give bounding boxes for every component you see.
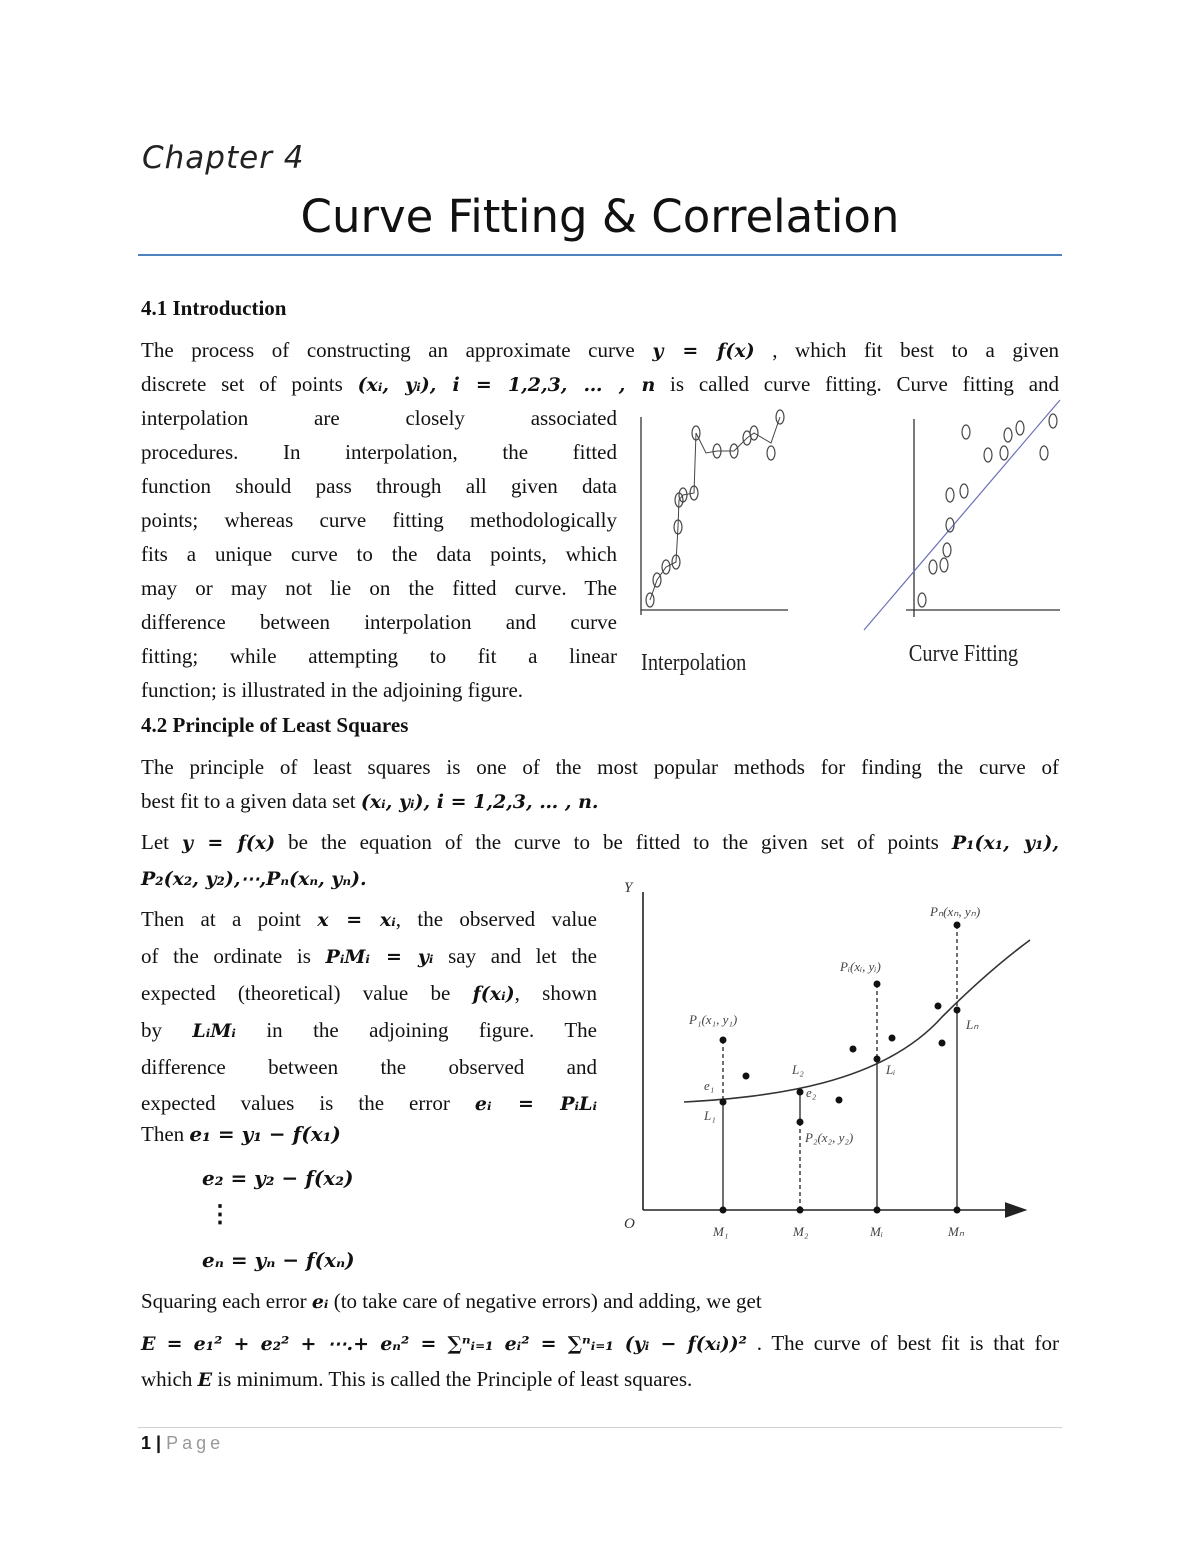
ls-para-line-1: The principle of least squares is one of the most popular methods for finding the curve of	[141, 755, 1059, 779]
then-paragraph	[141, 901, 597, 1122]
page-footer	[141, 1433, 224, 1454]
then-line: Then at a point x = xᵢ, the observed value	[141, 907, 598, 931]
interp-points	[646, 410, 784, 607]
interpolation-vs-fitting-figure	[630, 395, 1070, 685]
interp-label: Interpolation	[641, 648, 747, 676]
then-line: expected (theoretical) value be f(xᵢ), shown	[141, 981, 598, 1005]
intro-line-2: discrete set of points (xᵢ, yᵢ), i = 1,2,3, … , n is called curve fitting. Curve fitting and	[141, 372, 1060, 396]
least-squares-figure	[612, 872, 1042, 1252]
intro-left-column	[141, 401, 617, 707]
then-eq-1: Then e₁ = y₁ − f(x₁)	[141, 1122, 341, 1146]
title-underline	[138, 254, 1062, 256]
intro-left-line: points; whereas curve fitting methodologically	[141, 508, 617, 532]
least-squares-definition: which E is minimum. This is called the Principle of least squares.	[141, 1367, 693, 1391]
intro-left-line: difference between interpolation and curve	[141, 610, 617, 634]
intro-left-line: fitting; while attempting to fit a linear	[141, 644, 617, 668]
footer-rule	[138, 1427, 1062, 1428]
tick-mn: Mₙ	[948, 1224, 965, 1239]
label-e1: e₁	[704, 1078, 715, 1093]
vdots: ⋮	[208, 1202, 232, 1228]
intro-left-line: interpolation are closely associated	[141, 406, 617, 430]
let-line-1: Let y = f(x) be the equation of the curve to be fitted to the given set of points P₁(x₁, y₁),	[141, 830, 1060, 854]
page-separator: |	[156, 1433, 162, 1453]
section-heading-least-squares: 4.2 Principle of Least Squares	[141, 713, 409, 737]
intro-left-line: fits a unique curve to the data points, which	[141, 542, 617, 566]
tick-mi: Mᵢ	[870, 1224, 883, 1239]
fit-points	[918, 414, 1057, 607]
intro-left-line: may or may not lie on the fitted curve. The	[141, 576, 617, 600]
label-pn: Pₙ(xₙ, yₙ)	[930, 904, 981, 919]
then-line: by LᵢMᵢ in the adjoining figure. The	[141, 1018, 597, 1042]
label-li: Lᵢ	[886, 1062, 896, 1077]
label-e2: e₂	[806, 1085, 817, 1100]
lsq-origin-label: O	[624, 1216, 635, 1232]
label-l2: L₂	[792, 1062, 804, 1077]
squaring-line: Squaring each error eᵢ (to take care of negative errors) and adding, we get	[141, 1289, 762, 1313]
intro-line-1: The process of constructing an approximate curve y = f(x) , which fit best to a given	[141, 338, 1060, 362]
label-ln: Lₙ	[966, 1017, 979, 1032]
then-line: of the ordinate is PᵢMᵢ = yᵢ say and let the	[141, 944, 597, 968]
page-number: 1	[141, 1433, 152, 1453]
intro-left-line: procedures. In interpolation, the fitted	[141, 440, 617, 464]
ls-para-line-2: best fit to a given data set (xᵢ, yᵢ), i = 1,2,3, … , n.	[141, 789, 599, 813]
label-l1: L₁	[704, 1108, 716, 1123]
then-eq-2: e₂ = y₂ − f(x₂)	[202, 1166, 354, 1190]
then-line: expected values is the error eᵢ = PᵢLᵢ	[141, 1091, 598, 1115]
chapter-label: Chapter 4	[142, 140, 305, 176]
E-equation-line: E = e₁² + e₂² + ⋯.+ eₙ² = ∑ⁿᵢ₌₁ eᵢ² = ∑ⁿᵢ₌₁ (yᵢ − f(xᵢ))² . The curve of best fit is that for	[141, 1331, 1060, 1355]
then-eq-n: eₙ = yₙ − f(xₙ)	[202, 1248, 355, 1272]
then-line: difference between the observed and	[141, 1055, 597, 1079]
intro-left-line: function; is illustrated in the adjoining figure.	[141, 678, 524, 702]
page-title: Curve Fitting & Correlation	[300, 190, 900, 243]
tick-m2: M₂	[793, 1224, 809, 1239]
lsq-y-label: Y	[624, 880, 633, 896]
page-word: Page	[166, 1433, 225, 1453]
label-p2: P₂(x₂, y₂)	[805, 1130, 854, 1145]
tick-m1: M₁	[713, 1224, 729, 1239]
let-line-2: P₂(x₂, y₂),⋯,Pₙ(xₙ, yₙ).	[141, 868, 367, 890]
section-heading-introduction: 4.1 Introduction	[141, 296, 287, 320]
fit-label: Curve Fitting	[908, 639, 1019, 667]
label-p1: P₁(x₁, y₁)	[689, 1012, 738, 1027]
intro-left-line: function should pass through all given data	[141, 474, 617, 498]
label-pi: Pᵢ(xᵢ, yᵢ)	[840, 959, 881, 974]
